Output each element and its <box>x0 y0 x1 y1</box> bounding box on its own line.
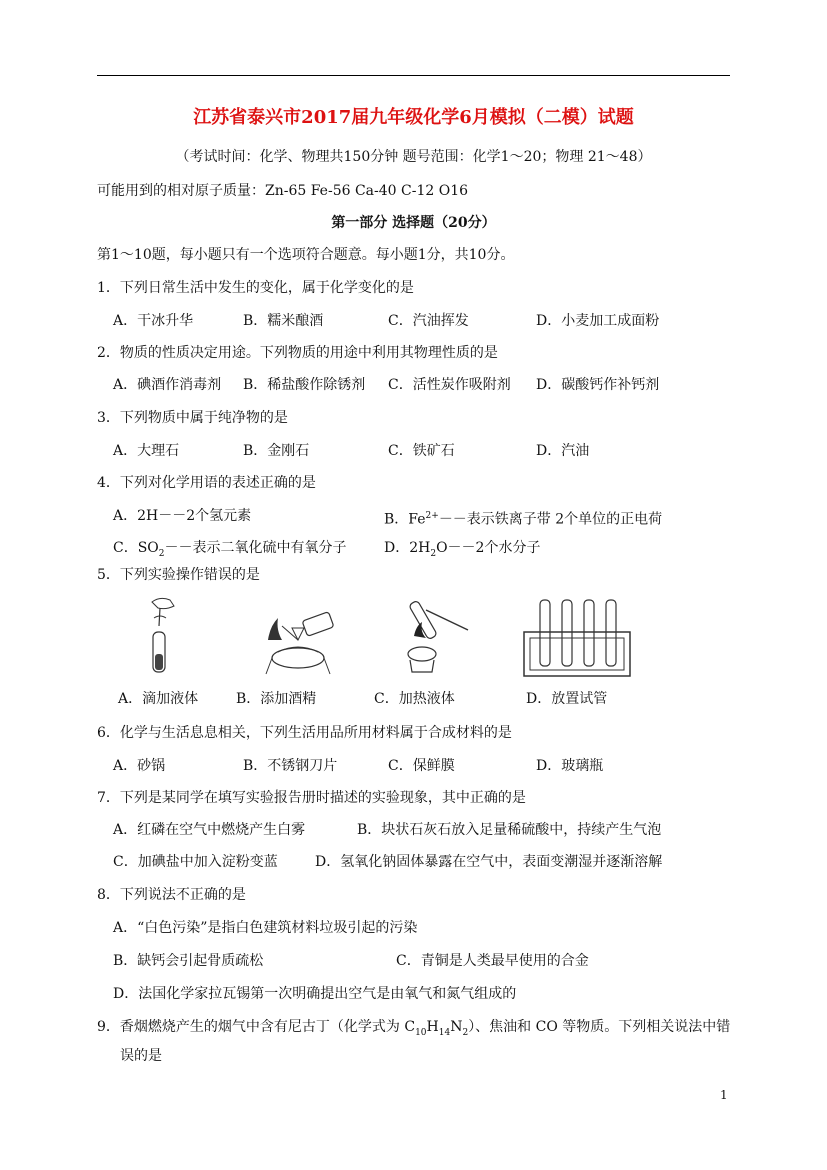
q3-option-c: C．铁矿石 <box>388 443 455 459</box>
q1-option-a: A．干冰升华 <box>113 313 194 329</box>
q8-option-b: B．缺钙会引起骨质疏松 <box>113 953 264 969</box>
dropper-test-tube-figure <box>140 596 190 678</box>
q4-option-d: D．$2H_2O--2$个水分子 <box>384 540 541 559</box>
q5-option-a: A．滴加液体 <box>118 691 199 707</box>
q3-option-b: B．金刚石 <box>243 443 310 459</box>
page-title: 江苏省泰兴市2017届九年级化学6月模拟（二模）试题 <box>193 107 634 128</box>
question-9-stem-cont: 误的是 <box>120 1048 162 1064</box>
q5-option-c: C．加热液体 <box>374 691 455 707</box>
question-1-stem: 1．下列日常生活中发生的变化，属于化学变化的是 <box>97 280 414 296</box>
q8-option-a: A．“白色污染”是指白色建筑材料垃圾引起的污染 <box>113 920 418 936</box>
q4-option-a: A．2H－－2个氢元素 <box>113 508 252 524</box>
q6-option-d: D．玻璃瓶 <box>536 758 604 774</box>
q4-option-b: B．$Fe^{2+}--$表示铁离子带 2个单位的正电荷 <box>384 511 663 528</box>
q7-option-a: A．红磷在空气中燃烧产生白雾 <box>113 822 306 838</box>
q2-option-b: B．稀盐酸作除锈剂 <box>243 377 366 393</box>
q2-option-a: A．碘酒作消毒剂 <box>113 377 222 393</box>
q2-option-d: D．碳酸钙作补钙剂 <box>536 377 660 393</box>
test-tube-rack-figure <box>522 596 634 682</box>
alcohol-lamp-figure <box>248 596 340 678</box>
q1-option-b: B．糯米酿酒 <box>243 313 324 329</box>
section-instructions: 第1～10题，每小题只有一个选项符合题意。每小题1分，共10分。 <box>97 247 515 263</box>
q3-option-a: A．大理石 <box>113 443 180 459</box>
q6-option-c: C．保鲜膜 <box>388 758 455 774</box>
question-8-stem: 8．下列说法不正确的是 <box>97 887 246 903</box>
q8-option-d: D．法国化学家拉瓦锡第一次明确提出空气是由氧气和氮气组成的 <box>113 986 517 1002</box>
q5-option-d: D．放置试管 <box>526 691 608 707</box>
q8-option-c: C．青铜是人类最早使用的合金 <box>396 953 589 969</box>
question-6-stem: 6．化学与生活息息相关，下列生活用品所用材料属于合成材料的是 <box>97 725 512 741</box>
question-7-stem: 7．下列是某同学在填写实验报告册时描述的实验现象，其中正确的是 <box>97 790 526 806</box>
q7-option-c: C．加碘盐中加入淀粉变蓝 <box>113 854 278 870</box>
question-4-stem: 4．下列对化学用语的表述正确的是 <box>97 475 316 491</box>
q1-option-d: D．小麦加工成面粉 <box>536 313 660 329</box>
heating-test-tube-figure <box>398 596 478 678</box>
q6-option-b: B．不锈钢刀片 <box>243 758 338 774</box>
page-number: 1 <box>720 1088 728 1102</box>
q5-figures <box>0 596 827 688</box>
q7-option-d: D．氢氧化钠固体暴露在空气中，表面变潮湿并逐渐溶解 <box>315 854 663 870</box>
question-9-stem: 9．香烟燃烧产生的烟气中含有尼古丁（化学式为 $C_{10}H_{14}N_2$）、焦油和 CO 等物质。下列相关说法中错 <box>97 1019 731 1038</box>
question-3-stem: 3．下列物质中属于纯净物的是 <box>97 410 288 426</box>
q6-option-a: A．砂锅 <box>113 758 166 774</box>
question-2-stem: 2．物质的性质决定用途。下列物质的用途中利用其物理性质的是 <box>97 345 498 361</box>
q7-option-b: B．块状石灰石放入足量稀硫酸中，持续产生气泡 <box>357 822 662 838</box>
section-heading: 第一部分 选择题（20分） <box>331 215 496 231</box>
header-rule <box>97 75 730 76</box>
q2-option-c: C．活性炭作吸附剂 <box>388 377 511 393</box>
exam-info: （考试时间：化学、物理共150分钟 题号范围：化学1～20；物理 21～48） <box>175 149 652 165</box>
q3-option-d: D．汽油 <box>536 443 590 459</box>
question-5-stem: 5．下列实验操作错误的是 <box>97 567 260 583</box>
q1-option-c: C．汽油挥发 <box>388 313 469 329</box>
atomic-masses: 可能用到的相对原子质量：Zn-65 Fe-56 Ca-40 C-12 O16 <box>97 183 469 199</box>
q5-option-b: B．添加酒精 <box>236 691 317 707</box>
q4-option-c: C．$SO_2--$表示二氧化硫中有氧分子 <box>113 540 347 559</box>
